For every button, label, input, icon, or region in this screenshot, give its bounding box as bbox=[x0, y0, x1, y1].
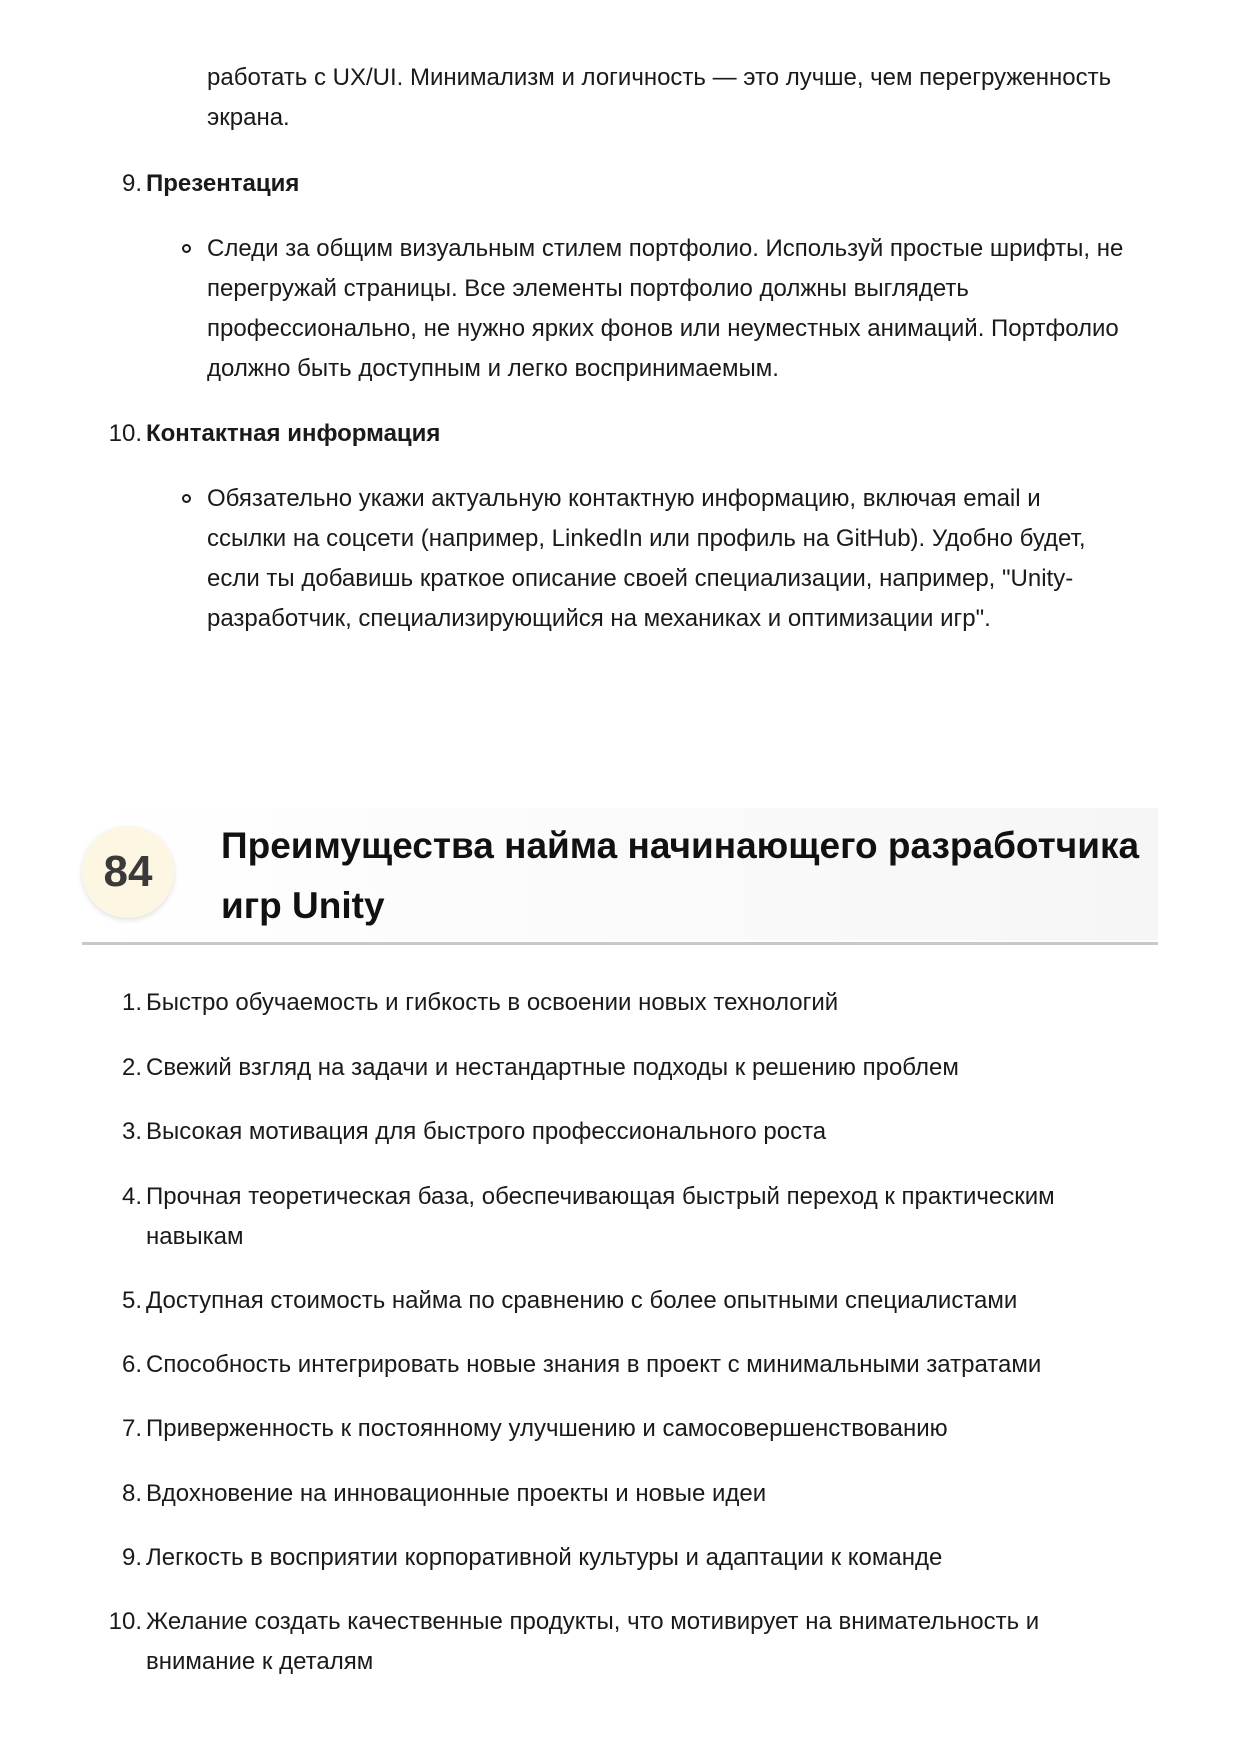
tip-text-line: ссылки на соцсети (например, LinkedIn или профиль на GitHub). Удобно будет, bbox=[207, 525, 1086, 552]
tip-text-line: перегружай страницы. Все элементы портфолио должны выглядеть bbox=[207, 275, 969, 302]
tip-text-line: Следи за общим визуальным стилем портфолио. Используй простые шрифты, не bbox=[207, 235, 1124, 262]
section-number-badge: 84 bbox=[82, 826, 174, 918]
list-item-number: 2. bbox=[121, 1054, 142, 1081]
tip-title: Презентация bbox=[146, 170, 300, 197]
list-item-text: Доступная стоимость найма по сравнению с более опытными специалистами bbox=[146, 1287, 1018, 1314]
tip-text-line: Обязательно укажи актуальную контактную информацию, включая email и bbox=[207, 485, 1041, 512]
list-item-number: 1. bbox=[121, 989, 142, 1016]
bullet-circle-icon bbox=[182, 244, 191, 253]
list-item-number: 5. bbox=[121, 1287, 142, 1314]
tip-text-line: если ты добавишь краткое описание своей специализации, например, "Unity- bbox=[207, 565, 1074, 592]
bullet-circle-icon bbox=[182, 494, 191, 503]
list-item-text: Способность интегрировать новые знания в проект с минимальными затратами bbox=[146, 1351, 1042, 1378]
list-item-text: Быстро обучаемость и гибкость в освоении новых технологий bbox=[146, 989, 839, 1016]
list-item-text: Легкость в восприятии корпоративной культуры и адаптации к команде bbox=[146, 1544, 943, 1571]
tip-text-line: профессионально, не нужно ярких фонов или неуместных анимаций. Портфолио bbox=[207, 315, 1119, 342]
list-item-text: Вдохновение на инновационные проекты и новые идеи bbox=[146, 1480, 767, 1507]
list-item-text: Желание создать качественные продукты, что мотивирует на внимательность и bbox=[146, 1608, 1040, 1635]
list-item-number: 10. bbox=[108, 1608, 142, 1635]
list-item-number: 6. bbox=[121, 1351, 142, 1378]
list-item-number: 7. bbox=[121, 1415, 142, 1442]
tip-text-line: разработчик, специализирующийся на механиках и оптимизации игр". bbox=[207, 605, 991, 632]
tip-number: 9. bbox=[121, 170, 142, 197]
list-item-text: Высокая мотивация для быстрого профессионального роста bbox=[146, 1118, 827, 1145]
section-title-line-2: игр Unity bbox=[221, 885, 385, 926]
tip-title: Контактная информация bbox=[146, 420, 441, 447]
continuation-line-1: работать с UX/UI. Минимализм и логичность — это лучше, чем перегруженность bbox=[207, 64, 1112, 91]
list-item-text: Свежий взгляд на задачи и нестандартные подходы к решению проблем bbox=[146, 1054, 959, 1081]
list-item-text: Прочная теоретическая база, обеспечивающая быстрый переход к практическим bbox=[146, 1183, 1055, 1210]
section-divider bbox=[82, 942, 1158, 945]
tip-text-line: должно быть доступным и легко воспринимаемым. bbox=[207, 355, 779, 382]
list-item-number: 8. bbox=[121, 1480, 142, 1507]
list-item-number: 9. bbox=[121, 1544, 142, 1571]
list-item-text: Приверженность к постоянному улучшению и самосовершенствованию bbox=[146, 1415, 948, 1442]
continuation-line-2: экрана. bbox=[207, 104, 290, 131]
tip-number: 10. bbox=[108, 420, 142, 447]
section-title-line-1: Преимущества найма начинающего разработчика bbox=[221, 825, 1140, 866]
list-item-number: 3. bbox=[121, 1118, 142, 1145]
list-item-text: внимание к деталям bbox=[146, 1648, 374, 1675]
list-item-number: 4. bbox=[121, 1183, 142, 1210]
list-item-text: навыкам bbox=[146, 1223, 244, 1250]
